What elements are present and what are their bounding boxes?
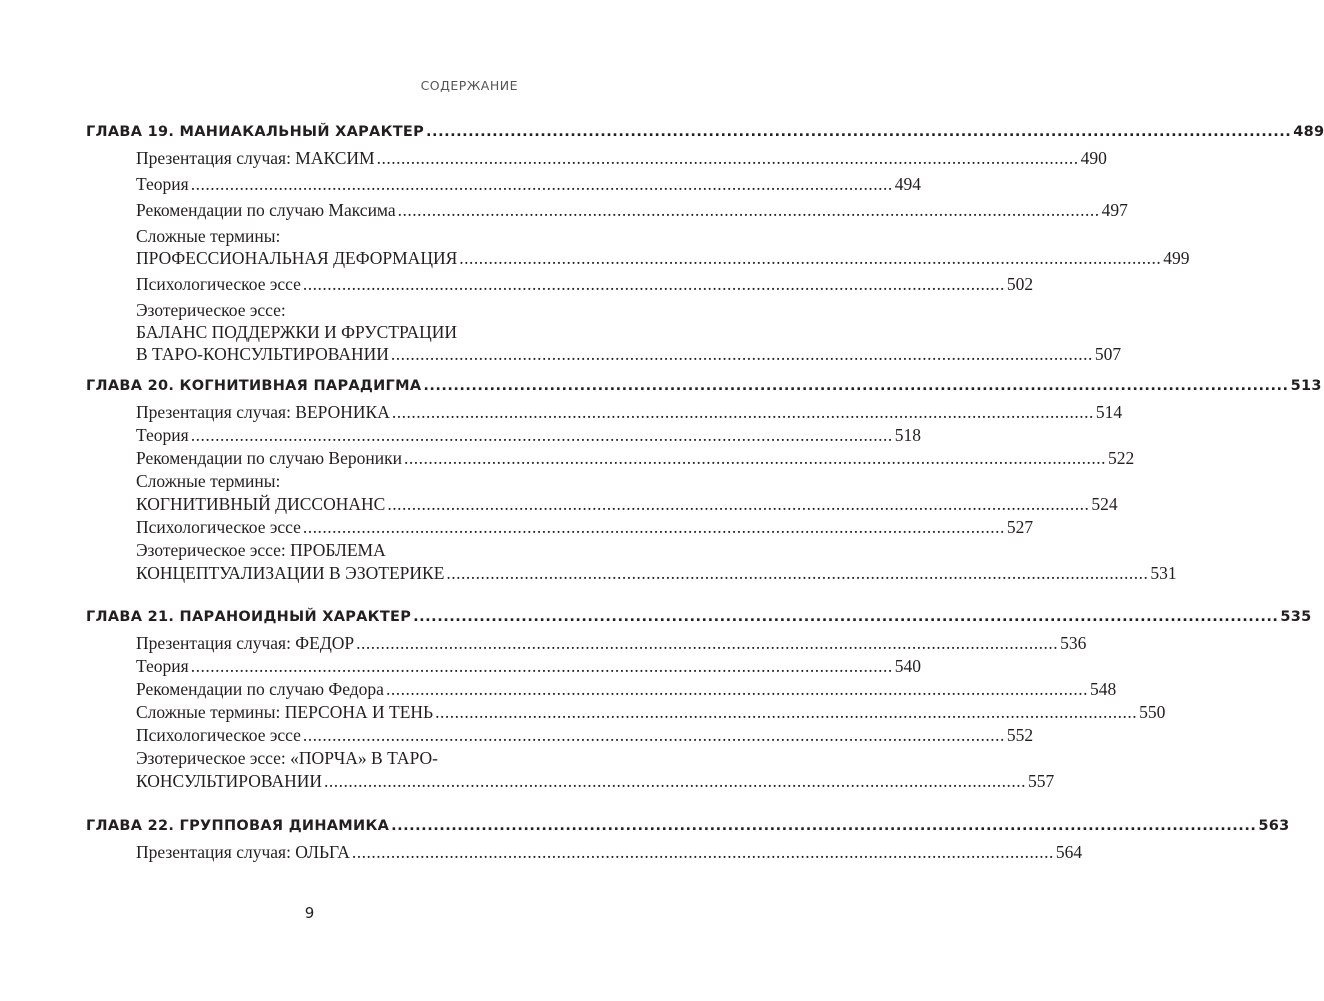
leader-dots (446, 560, 1148, 586)
entry-title: Рекомендации по случаю Максима (136, 200, 396, 220)
toc-entry[interactable] (136, 768, 1055, 794)
page-ref: 507 (1094, 344, 1122, 364)
toc-entry[interactable] (136, 271, 1034, 297)
page-ref: 518 (894, 425, 921, 445)
chapter-title: ГЛАВА 21. ПАРАНОИДНЫЙ ХАРАКТЕР (86, 609, 412, 625)
entry-title-part: Сложные термины: (136, 471, 281, 491)
leader-dots (324, 768, 1026, 794)
entry-title: Сложные термины: ПЕРСОНА И ТЕНЬ (136, 702, 434, 722)
entry-title: Рекомендации по случаю Вероники (136, 448, 402, 468)
page-ref: 494 (894, 174, 921, 194)
entry-title-part: Эзотерическое эссе: (136, 300, 286, 320)
entry-title: Теория (136, 656, 189, 676)
page-ref: 497 (1101, 200, 1128, 220)
toc-entry[interactable] (136, 245, 1190, 271)
page-ref: 513 (1290, 378, 1322, 394)
toc-chapter-20[interactable] (86, 373, 1322, 399)
entry-title: Рекомендации по случаю Федора (136, 679, 384, 699)
page-ref: 535 (1280, 609, 1312, 625)
entry-title: Теория (136, 425, 189, 445)
running-header: СОДЕРЖАНИЕ (420, 78, 518, 93)
entry-title: Презентация случая: ФЕДОР (136, 633, 355, 653)
page-number: 9 (304, 904, 315, 922)
leader-dots (413, 604, 1278, 630)
toc-entry[interactable] (136, 197, 1128, 223)
entry-title: ПРОФЕССИОНАЛЬНАЯ ДЕФОРМАЦИЯ (136, 248, 458, 268)
leader-dots (391, 813, 1256, 839)
page-ref: 489 (1293, 124, 1324, 140)
entry-title-part: Сложные термины: (136, 226, 281, 246)
entry-title: КОГНИТИВНЫЙ ДИССОНАНС (136, 494, 386, 514)
page-ref: 550 (1139, 702, 1166, 722)
entry-title-part: Эзотерическое эссе: «ПОРЧА» В ТАРО- (136, 748, 438, 768)
toc-entry[interactable] (136, 145, 1107, 171)
page-ref: 536 (1060, 633, 1087, 653)
page-ref: 527 (1006, 517, 1034, 537)
leader-dots (303, 271, 1005, 297)
chapter-title: ГЛАВА 20. КОГНИТИВНАЯ ПАРАДИГМА (86, 378, 422, 394)
toc-entry[interactable] (136, 341, 1122, 367)
page-ref: 563 (1258, 818, 1290, 834)
entry-title: КОНСУЛЬТИРОВАНИИ (136, 771, 323, 791)
leader-dots (191, 171, 893, 197)
entry-title: Презентация случая: МАКСИМ (136, 148, 375, 168)
page-ref: 502 (1006, 274, 1034, 294)
page-ref: 524 (1091, 494, 1118, 514)
leader-dots (352, 839, 1054, 865)
entry-title: Презентация случая: ОЛЬГА (136, 842, 350, 862)
leader-dots (423, 373, 1288, 399)
entry-title-part: БАЛАНС ПОДДЕРЖКИ И ФРУСТРАЦИИ (136, 322, 458, 342)
leader-dots (391, 341, 1093, 367)
page-ref: 499 (1163, 248, 1190, 268)
leader-dots (398, 197, 1100, 223)
toc-chapter-21[interactable] (86, 604, 1312, 630)
entry-title: Психологическое эссе (136, 517, 301, 537)
entry-title: Теория (136, 174, 189, 194)
page-ref: 552 (1006, 725, 1034, 745)
toc-entry[interactable] (136, 839, 1083, 865)
entry-title-part: Эзотерическое эссе: ПРОБЛЕМА (136, 540, 386, 560)
entry-title: Презентация случая: ВЕРОНИКА (136, 402, 390, 422)
page-ref: 540 (894, 656, 921, 676)
chapter-title: ГЛАВА 19. МАНИАКАЛЬНЫЙ ХАРАКТЕР (86, 124, 425, 140)
page-ref: 557 (1028, 771, 1055, 791)
entry-title: КОНЦЕПТУАЛИЗАЦИИ В ЭЗОТЕРИКЕ (136, 563, 445, 583)
entry-title: Психологическое эссе (136, 274, 301, 294)
toc-chapter-19[interactable] (86, 119, 1324, 145)
entry-title: Психологическое эссе (136, 725, 301, 745)
entry-title: В ТАРО-КОНСУЛЬТИРОВАНИИ (136, 344, 389, 364)
toc-entry[interactable] (136, 171, 921, 197)
leader-dots (426, 119, 1291, 145)
leader-dots (459, 245, 1161, 271)
toc-chapter-22[interactable] (86, 813, 1290, 839)
page-ref: 522 (1107, 448, 1135, 468)
leader-dots (377, 145, 1079, 171)
chapter-title: ГЛАВА 22. ГРУППОВАЯ ДИНАМИКА (86, 818, 390, 834)
page-ref: 514 (1095, 402, 1123, 422)
page-ref: 564 (1055, 842, 1083, 862)
toc-entry[interactable] (136, 560, 1177, 586)
page-ref: 531 (1150, 563, 1177, 583)
page-ref: 490 (1080, 148, 1107, 168)
page-ref: 548 (1089, 679, 1117, 699)
